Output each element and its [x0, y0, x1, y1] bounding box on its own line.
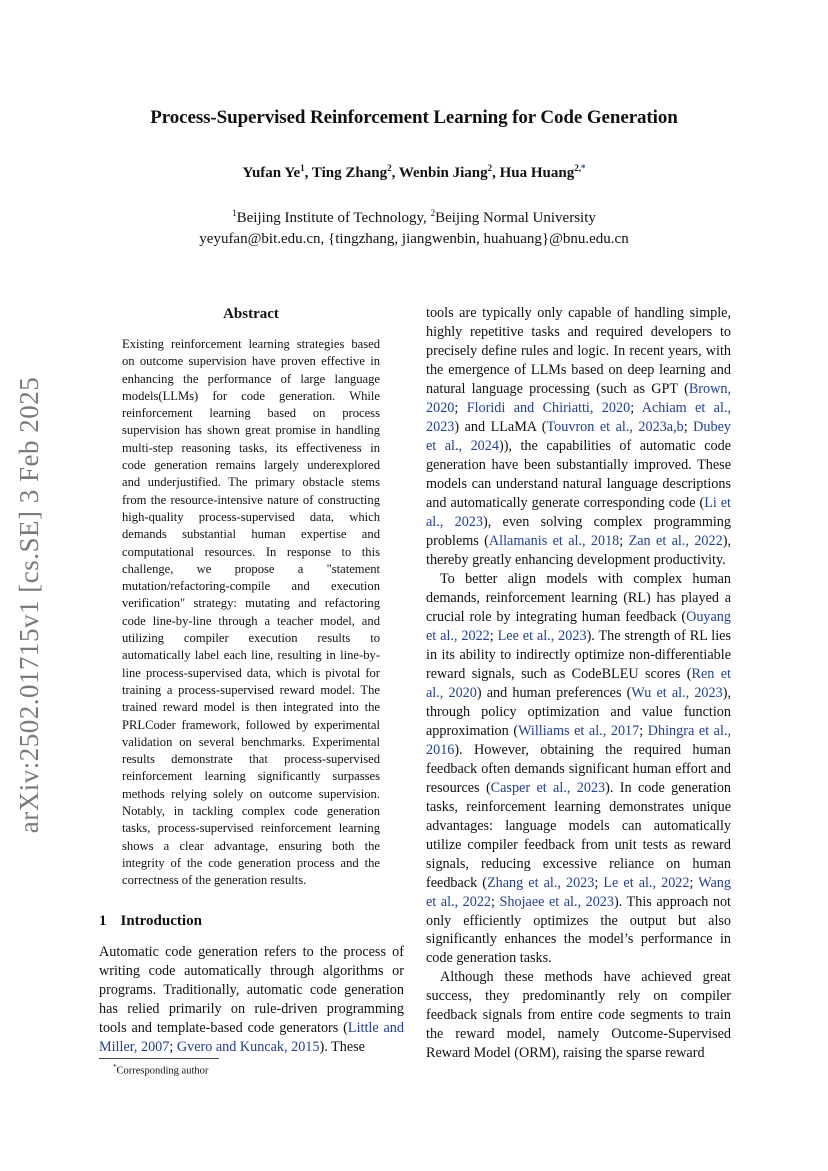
author — [243, 165, 312, 181]
paper-title: Process-Supervised Reinforcement Learning for Code Generation — [150, 107, 678, 128]
citation-link[interactable]: Ren et al., 2020 — [426, 665, 731, 701]
body-text: )), the capabilities of automatic code generation have been substantially improved. These models can understand natural language descriptions and automatically generate corresponding code ( — [426, 437, 731, 511]
citation-link[interactable]: Dubey et al., 2024 — [426, 418, 731, 454]
affiliations — [0, 203, 828, 250]
abstract-text: Existing reinforcement learning strategies based on outcome supervision have proven effective in enhancing the performance of large language models(LLMs) for code generation. While reinforcement learning based on process supervision has shown great promise in handling multi-step reasoning tasks, its effectiveness in code generation remains largely underexplored and underjustified. The primary obstacle stems from the resource-intensive nature of constructing high-quality process-supervised data, which demands substantial human expertise and computational resources. In response to this challenge, we propose a "statement mutation/refactoring-compile and execution verification" strategy: mutating and refactoring code line-by-line through a teacher model, and utilizing compiler execution results to automatically label each line, resulting in line-by-line process-supervised data, which is pivotal for training a process-supervised reward model. The trained reward model is then integrated into the PRLCoder framework, followed by experimental validation on several benchmarks. Experimental results demonstrate that process-supervised reinforcement learning significantly surpasses methods relying solely on outcome supervision. Notably, in tackling complex code generation tasks, process-supervised reinforcement learning shows a clear advantage, ensuring both the integrity of the code generation process and the correctness of the generation results. — [122, 337, 380, 888]
section-heading-introduction — [99, 913, 202, 930]
body-text: ), through policy optimization and value function approximation ( — [426, 684, 731, 739]
paragraph — [426, 570, 731, 969]
corresponding-author-mark: * — [580, 163, 586, 173]
body-text: To better align models with complex human demands, reinforcement learning (RL) has played a crucial role by integrating human feedback ( — [426, 570, 731, 625]
citation-link[interactable]: Floridi and Chiriatti, 2020 — [466, 399, 631, 416]
left-column-body — [99, 943, 404, 1057]
body-text: ; — [491, 893, 500, 910]
body-text: ; — [594, 874, 604, 891]
citation-link[interactable]: Gvero and Kuncak, 2015 — [176, 1039, 320, 1055]
footnote-mark: * — [113, 1063, 117, 1071]
author-affiliation-mark: 1 — [300, 163, 305, 173]
body-text: ), even solving complex programming problems ( — [426, 513, 731, 549]
citation-link[interactable]: Wang et al., 2022 — [426, 874, 731, 910]
right-column-body — [426, 304, 731, 1063]
body-text: ; — [639, 722, 648, 739]
body-text: ; — [630, 399, 642, 416]
body-text: ) and LLaMA ( — [454, 418, 547, 435]
citation-link[interactable]: Allamanis et al., 2018 — [488, 532, 620, 549]
author-list — [0, 163, 828, 182]
paragraph — [426, 968, 731, 1063]
author-name: Wenbin Jiang — [398, 165, 488, 181]
body-text: ; — [619, 532, 629, 549]
citation-link[interactable]: Dhingra et al., 2016 — [426, 722, 732, 758]
body-text: ). However, obtaining the required human feedback often demands significant human effort and resources ( — [426, 741, 731, 796]
affiliation-line — [0, 203, 828, 229]
citation-link[interactable]: Little and Miller, 2007 — [99, 1020, 404, 1055]
citation-link[interactable]: Le et al., 2022 — [603, 874, 690, 891]
paragraph — [426, 304, 731, 570]
citation-link[interactable]: Achiam et al., 2023 — [426, 399, 731, 435]
footnote-divider — [99, 1058, 219, 1059]
citation-link[interactable]: Williams et al., 2017 — [518, 722, 640, 739]
author-name: Hua Huang — [499, 165, 575, 181]
section-number: 1 — [99, 913, 107, 929]
citation-link[interactable]: Brown, 2020 — [426, 380, 731, 416]
author-emails: yeyufan@bit.edu.cn, {tingzhang, jiangwenbin, huahuang}@bnu.edu.cn — [199, 231, 629, 247]
citation-link[interactable]: Zhang et al., 2023 — [486, 874, 595, 891]
body-text: ), thereby greatly enhancing development productivity. — [426, 532, 731, 568]
body-text: ; — [454, 399, 467, 416]
author-affiliation-mark: 2, — [574, 163, 581, 173]
author — [312, 165, 399, 181]
affiliation-2: Beijing Normal University — [435, 210, 596, 226]
citation-link[interactable]: Lee et al., 2023 — [497, 627, 587, 644]
author — [399, 165, 500, 181]
body-text: ; — [689, 874, 699, 891]
affiliation-mark-2: 2 — [430, 208, 436, 218]
author-name: Yufan Ye — [242, 165, 301, 181]
body-text: ). These — [319, 1039, 365, 1055]
author-separator: , — [391, 165, 399, 181]
body-text: Although these methods have achieved great success, they predominantly rely on compiler feedback signals from entire code segments to train the reward model, namely Outcome-Supervised Reward Model (ORM), raising the sparse reward — [426, 969, 731, 1062]
arxiv-stamp-text: arXiv:2502.01715v1 [cs.SE] 3 Feb 2025 — [14, 376, 44, 834]
footnote — [113, 1063, 208, 1077]
section-title: Introduction — [120, 913, 202, 929]
citation-link[interactable]: Zan et al., 2022 — [628, 532, 723, 549]
affiliation-mark-1: 1 — [232, 208, 237, 218]
author — [500, 165, 586, 181]
footnote-text: Corresponding author — [116, 1065, 209, 1077]
citation-link[interactable]: Touvron et al., 2023a,b — [546, 418, 684, 435]
affiliation-1: Beijing Institute of Technology, — [236, 210, 431, 226]
abstract-heading: Abstract — [223, 306, 279, 322]
body-text: ) and human preferences ( — [476, 684, 632, 701]
body-text: ; — [169, 1039, 177, 1055]
body-text: tools are typically only capable of handling simple, highly repetitive tasks and required developers to precisely define rules and logic. In recent years, with the emergence of LLMs based on deep learning and natural language processing (such as GPT ( — [426, 305, 731, 397]
body-text: Automatic code generation refers to the process of writing code automatically through algorithms or programs. Traditionally, automatic code generation has relied primarily on rule-driven programming tools and template-based code generators ( — [99, 944, 404, 1036]
citation-link[interactable]: Shojaee et al., 2023 — [499, 893, 614, 910]
author-separator: , — [492, 165, 500, 181]
body-text: ). This approach not only efficiently optimizes the output but also significantly enhances the model’s performance in code generation tasks. — [426, 893, 731, 967]
body-text: ). The strength of RL lies in its ability to indirectly optimize non-differentiable reward signals, such as CodeBLEU scores ( — [426, 627, 731, 682]
body-text: ; — [489, 627, 498, 644]
citation-link[interactable]: Wu et al., 2023 — [631, 684, 723, 701]
body-text: ; — [683, 418, 694, 435]
citation-link[interactable]: Ouyang et al., 2022 — [426, 608, 731, 644]
author-separator: , — [304, 165, 312, 181]
citation-link[interactable]: Casper et al., 2023 — [490, 779, 606, 796]
citation-link[interactable]: Li et al., 2023 — [426, 494, 731, 530]
author-affiliation-mark: 2 — [387, 163, 392, 173]
author-affiliation-mark: 2 — [487, 163, 493, 173]
author-name: Ting Zhang — [311, 165, 388, 181]
body-text: ). In code generation tasks, reinforcement learning demonstrates unique advantages: language models can automatically utilize compiler feedback from unit tests as reward signals, reducing excessive reliance on human feedback ( — [426, 779, 732, 891]
